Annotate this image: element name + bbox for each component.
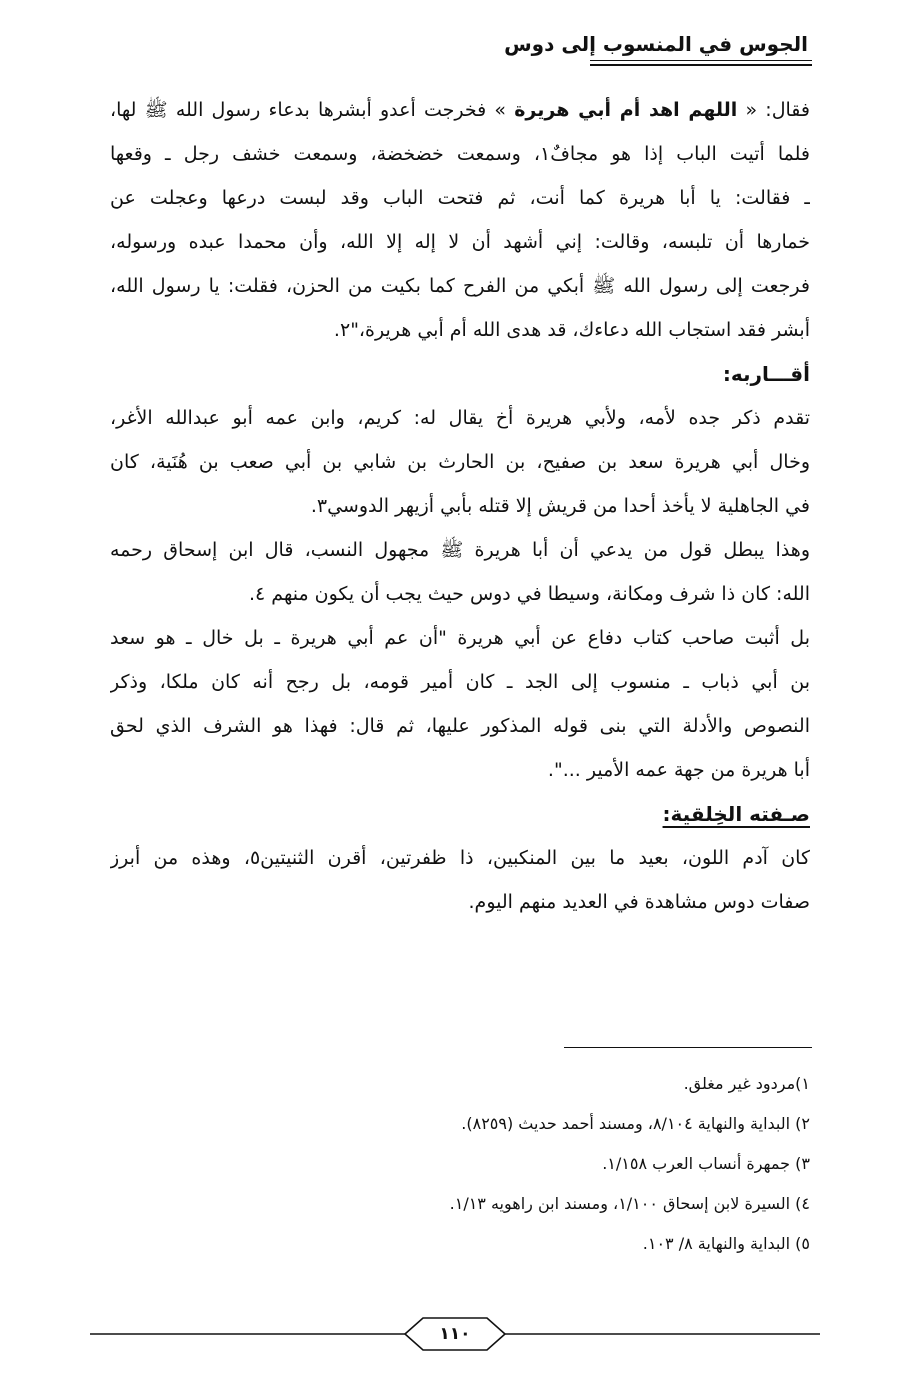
paragraph-line: بن أبي ذباب ـ منسوب إلى الجد ـ كان أمير قومه، بل رجح أنه كان ملكا، وذكر — [110, 671, 810, 693]
page-number: ١١٠ — [439, 1324, 471, 1344]
page-number-ornament — [90, 1314, 820, 1354]
footnote-item: ٢) البداية والنهاية ٨/١٠٤، ومسند أحمد حديث (٨٢٥٩). — [461, 1114, 810, 1133]
header-rule-thick — [590, 64, 812, 66]
paragraph-line: وهذا يبطل قول من يدعي أن أبا هريرة ﷺ مجهول النسب، قال ابن إسحاق رحمه — [110, 539, 810, 561]
section-heading-appearance: صـفته الخِلقية: — [662, 802, 810, 826]
running-header-title: الجوس في المنسوب إلى دوس — [504, 32, 808, 56]
header-rule-thin — [590, 60, 812, 61]
paragraph-line: الله: كان ذا شرف ومكانة، وسيطا في دوس حيث يجب أن يكون منهم ٤. — [249, 583, 810, 605]
footnotes — [110, 1064, 810, 1264]
paragraph-line: فرجعت إلى رسول الله ﷺ أبكي من الفرح كما بكيت من الحزن، فقلت: يا رسول الله، — [110, 275, 810, 297]
paragraph-line: ـ فقالت: يا أبا هريرة كما أنت، ثم فتحت الباب وقد لبست درعها وعجلت عن — [110, 187, 810, 209]
paragraph-line: أبا هريرة من جهة عمه الأمير ...". — [547, 759, 810, 781]
paragraph-line: خمارها أن تلبسه، وقالت: إني أشهد أن لا إله إلا الله، وأن محمدا عبده ورسوله، — [110, 231, 810, 253]
footnote-item: ١)مردود غير مغلق. — [683, 1074, 810, 1093]
footnote-item: ٥) البداية والنهاية ٨/ ١٠٣. — [642, 1234, 810, 1253]
paragraph-line: تقدم ذكر جده لأمه، ولأبي هريرة أخ يقال له: كريم، وابن عمه أبو عبدالله الأغر، — [110, 407, 810, 429]
paragraph-line: في الجاهلية لا يأخذ أحدا من قريش إلا قتله بأبي أزيهر الدوسي٣. — [310, 495, 810, 517]
paragraph-line: وخال أبي هريرة سعد بن صفيح، بن الحارث بن شابي بن أبي صعب بن هُنَية، كان — [110, 451, 810, 473]
body-text — [110, 88, 810, 924]
paragraph-line: فلما أتيت الباب إذا هو مجافٌ١، وسمعت خضخضة، وسمعت خشف رجل ـ وقعها — [110, 143, 810, 165]
paragraph-line: كان آدم اللون، بعيد ما بين المنكبين، ذا ظفرتين، أقرن الثنيتين٥، وهذه من أبرز — [110, 847, 810, 869]
paragraph-line: صفات دوس مشاهدة في العديد منهم اليوم. — [468, 891, 810, 913]
paragraph-line: النصوص والأدلة التي بنى قوله المذكور عليها، ثم قال: فهذا هو الشرف الذي لحق — [110, 715, 810, 737]
footnote-item: ٤) السيرة لابن إسحاق ١/١٠٠، ومسند ابن راهويه ١/١٣. — [449, 1194, 810, 1213]
quoted-prayer: اللهم اهد أم أبي هريرة — [514, 99, 738, 121]
paragraph-line: أبشر فقد استجاب الله دعاءك، قد هدى الله أم أبي هريرة،"٢. — [333, 319, 810, 341]
footnote-separator — [564, 1047, 812, 1048]
section-heading-relatives: أقـــاربه: — [722, 362, 810, 386]
paragraph-line: فقال: « اللهم اهد أم أبي هريرة » فخرجت أعدو أبشرها بدعاء رسول الله ﷺ لها، — [110, 99, 810, 121]
paragraph-line: بل أثبت صاحب كتاب دفاع عن أبي هريرة "أن عم أبي هريرة ـ بل خال ـ هو سعد — [110, 627, 810, 649]
footnote-item: ٣) جمهرة أنساب العرب ١/١٥٨. — [602, 1154, 810, 1173]
